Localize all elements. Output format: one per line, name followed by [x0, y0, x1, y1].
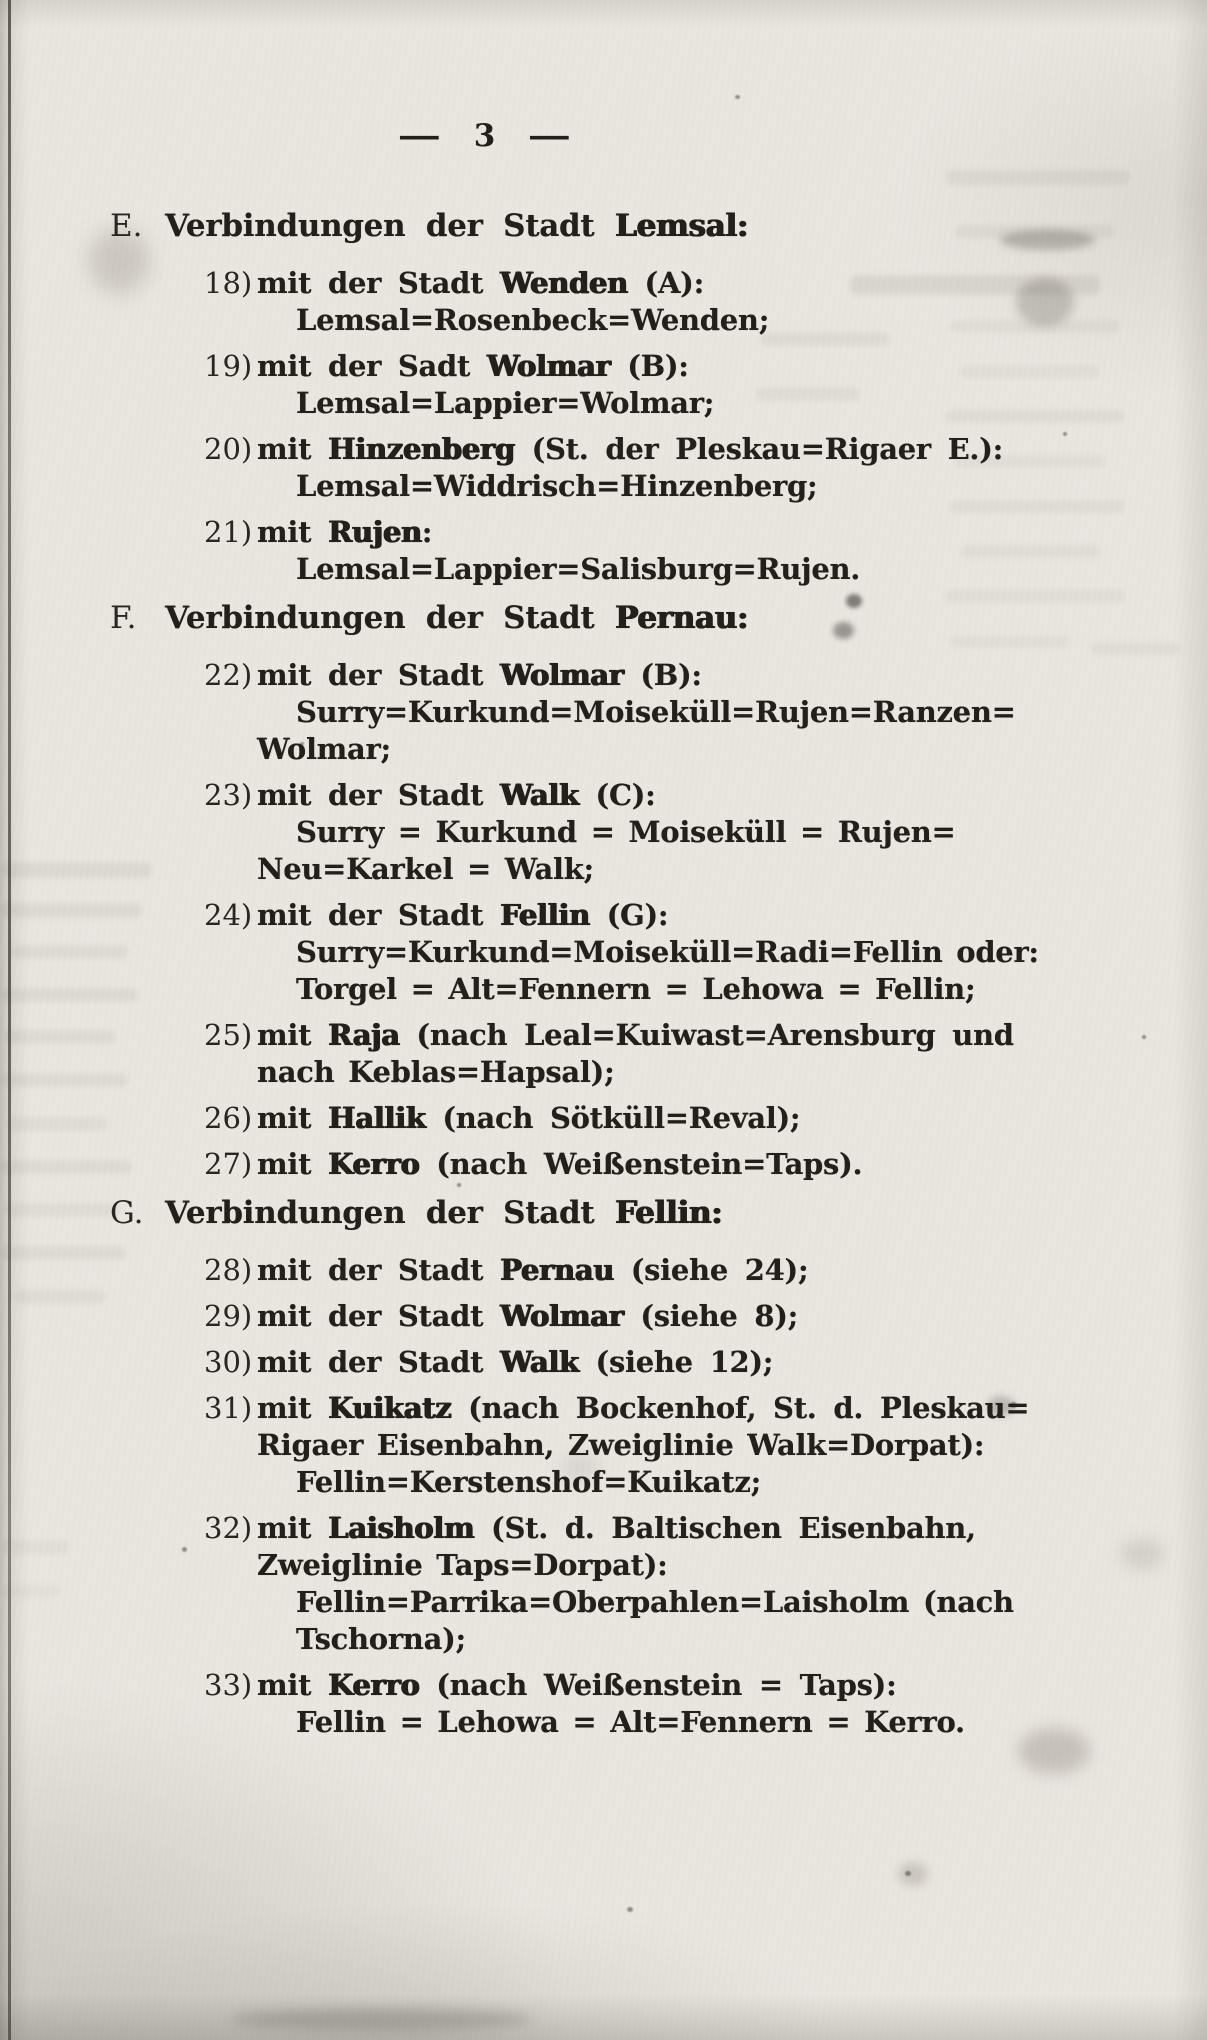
- text-segment: (C):: [578, 778, 656, 812]
- text-segment: mit: [257, 1018, 328, 1052]
- item-number: 25): [204, 1018, 253, 1052]
- section-heading: [0, 208, 1207, 245]
- route-line: [0, 1584, 1207, 1621]
- line-text: [257, 1298, 1207, 1335]
- bleed-through-ghost: [945, 170, 1130, 185]
- text-segment: Lemsal=Widdrisch=Hinzenberg;: [296, 469, 818, 503]
- continuation-line: [0, 1427, 1207, 1464]
- place-name: Wenden: [500, 266, 628, 300]
- line-text: [165, 1195, 1207, 1232]
- route-line: [0, 385, 1207, 422]
- text-segment: Verbindungen der Stadt: [165, 600, 615, 636]
- text-segment: (G):: [589, 898, 669, 932]
- line-text: [257, 1054, 1207, 1091]
- list-item: [0, 657, 1207, 694]
- line-text: [257, 1427, 1207, 1464]
- text-segment: (nach Weißenstein=Taps).: [419, 1147, 863, 1181]
- line-text: [296, 551, 1207, 588]
- line-text: [296, 385, 1207, 422]
- route-line: [0, 1464, 1207, 1501]
- place-name: Rujen: [328, 515, 422, 549]
- place-name: Wolmar: [500, 1299, 624, 1333]
- section-heading: [0, 1195, 1207, 1232]
- line-text: [257, 265, 1207, 302]
- place-name: Pernau:: [614, 600, 748, 636]
- text-segment: Torgel = Alt=Fennern = Lehowa = Fellin;: [296, 972, 976, 1006]
- line-text: [296, 1621, 1207, 1658]
- ink-speck: [905, 1871, 911, 1876]
- text-segment: mit der Sadt: [257, 349, 487, 383]
- page-number: [345, 118, 625, 154]
- item-number: 21): [204, 515, 253, 549]
- line-text: [165, 208, 1207, 245]
- line-text: [296, 971, 1207, 1008]
- route-line: [0, 814, 1207, 851]
- text-segment: mit: [257, 432, 328, 466]
- line-text: [257, 348, 1207, 385]
- stain-smudge: [898, 1862, 928, 1886]
- place-name: Wolmar: [500, 658, 624, 692]
- text-segment: mit der Stadt: [257, 658, 500, 692]
- list-item: [0, 1667, 1207, 1704]
- text-segment: mit der Stadt: [257, 778, 500, 812]
- line-text: [257, 431, 1207, 468]
- item-number: 28): [204, 1253, 253, 1287]
- place-name: Hinzenberg: [328, 432, 515, 466]
- list-item: [0, 1017, 1207, 1054]
- ink-speck: [627, 1907, 633, 1912]
- line-text: [296, 1464, 1207, 1501]
- item-number: 19): [204, 349, 253, 383]
- text-segment: mit der Stadt: [257, 898, 500, 932]
- line-text: [257, 731, 1207, 768]
- text-segment: mit der Stadt: [257, 1345, 500, 1379]
- place-name: Lemsal:: [614, 208, 748, 244]
- place-name: Kuikatz: [328, 1391, 452, 1425]
- line-text: [257, 851, 1207, 888]
- text-segment: Verbindungen der Stadt: [165, 1195, 615, 1231]
- section-heading: [0, 600, 1207, 637]
- text-segment: (nach Sötküll=Reval);: [425, 1101, 801, 1135]
- text-segment: (siehe 8);: [623, 1299, 799, 1333]
- text-segment: Fellin=Parrika=Oberpahlen=Laisholm (nach: [296, 1585, 1014, 1619]
- document-body: [0, 196, 1207, 1741]
- line-text: [296, 694, 1207, 731]
- text-segment: Surry=Kurkund=Moiseküll=Rujen=Ranzen=: [296, 695, 1016, 729]
- text-segment: (St. der Pleskau=Rigaer E.):: [514, 432, 1004, 466]
- list-item: [0, 897, 1207, 934]
- text-segment: mit der Stadt: [257, 1299, 500, 1333]
- line-text: [257, 1252, 1207, 1289]
- place-name: Laisholm: [328, 1511, 475, 1545]
- text-segment: Surry = Kurkund = Moiseküll = Rujen=: [296, 815, 956, 849]
- line-text: [296, 1584, 1207, 1621]
- list-item: [0, 1252, 1207, 1289]
- list-item: [0, 1344, 1207, 1381]
- text-segment: Surry=Kurkund=Moiseküll=Radi=Fellin oder:: [296, 935, 1039, 969]
- route-line: [0, 551, 1207, 588]
- line-text: [165, 600, 1207, 637]
- place-name: Fellin: [500, 898, 590, 932]
- place-name: Pernau: [500, 1253, 614, 1287]
- continuation-line: [0, 1547, 1207, 1584]
- text-segment: Wolmar;: [257, 732, 391, 766]
- item-number: 20): [204, 432, 253, 466]
- route-line: [0, 694, 1207, 731]
- line-text: [257, 1017, 1207, 1054]
- item-number: 22): [204, 658, 253, 692]
- text-segment: (B):: [610, 349, 689, 383]
- list-item: [0, 1298, 1207, 1335]
- list-item: [0, 1510, 1207, 1547]
- route-line: [0, 302, 1207, 339]
- place-name: Hallik: [328, 1101, 426, 1135]
- list-item: [0, 514, 1207, 551]
- line-text: [257, 1547, 1207, 1584]
- item-number: 27): [204, 1147, 253, 1181]
- list-item: [0, 1100, 1207, 1137]
- route-line: [0, 934, 1207, 971]
- text-segment: mit: [257, 1391, 328, 1425]
- place-name: Wolmar: [486, 349, 611, 383]
- section-label: F.: [110, 600, 137, 636]
- item-number: 33): [204, 1668, 253, 1702]
- line-text: [296, 814, 1207, 851]
- text-segment: (siehe 24);: [613, 1253, 809, 1287]
- continuation-line: [0, 731, 1207, 768]
- list-item: [0, 777, 1207, 814]
- item-number: 18): [204, 266, 253, 300]
- line-text: [296, 1704, 1207, 1741]
- list-item: [0, 348, 1207, 385]
- line-text: [257, 1344, 1207, 1381]
- text-segment: mit: [257, 515, 328, 549]
- line-text: [257, 1510, 1207, 1547]
- page-number-dash-right: —: [527, 118, 573, 154]
- place-name: Kerro: [328, 1668, 420, 1702]
- place-name: Kerro: [328, 1147, 420, 1181]
- text-segment: (nach Bockenhof, St. d. Pleskau=: [451, 1391, 1030, 1425]
- line-text: [257, 1146, 1207, 1183]
- text-segment: (nach Weißenstein = Taps):: [419, 1668, 897, 1702]
- text-segment: Rigaer Eisenbahn, Zweiglinie Walk=Dorpat):: [257, 1428, 985, 1462]
- text-segment: Verbindungen der Stadt: [165, 208, 615, 244]
- text-segment: (B):: [623, 658, 702, 692]
- place-name: Walk: [500, 1345, 579, 1379]
- item-number: 29): [204, 1299, 253, 1333]
- text-segment: mit: [257, 1147, 328, 1181]
- line-text: [257, 1390, 1207, 1427]
- ink-speck: [735, 95, 740, 99]
- page-number-dash-left: —: [397, 118, 443, 154]
- text-segment: Lemsal=Lappier=Salisburg=Rujen.: [296, 552, 861, 586]
- item-number: 30): [204, 1345, 253, 1379]
- text-segment: Lemsal=Lappier=Wolmar;: [296, 386, 715, 420]
- text-segment: mit: [257, 1511, 328, 1545]
- item-number: 31): [204, 1391, 253, 1425]
- text-segment: Neu=Karkel = Walk;: [257, 852, 594, 886]
- text-segment: (siehe 12);: [578, 1345, 774, 1379]
- line-text: [296, 934, 1207, 971]
- line-text: [257, 1100, 1207, 1137]
- line-text: [296, 468, 1207, 505]
- text-segment: mit der Stadt: [257, 266, 500, 300]
- route-line: [0, 1621, 1207, 1658]
- section-label: G.: [110, 1195, 144, 1231]
- line-text: [257, 897, 1207, 934]
- text-segment: mit: [257, 1668, 328, 1702]
- place-name: Raja: [328, 1018, 400, 1052]
- route-line: [0, 1704, 1207, 1741]
- text-segment: mit: [257, 1101, 328, 1135]
- text-segment: Fellin=Kerstenshof=Kuikatz;: [296, 1465, 761, 1499]
- text-segment: (A):: [627, 266, 705, 300]
- line-text: [257, 1667, 1207, 1704]
- route-line: [0, 468, 1207, 505]
- text-segment: Fellin = Lehowa = Alt=Fennern = Kerro.: [296, 1705, 965, 1739]
- section-label: E.: [110, 208, 143, 244]
- list-item: [0, 1146, 1207, 1183]
- item-number: 32): [204, 1511, 253, 1545]
- text-segment: :: [421, 515, 433, 549]
- text-segment: Zweiglinie Taps=Dorpat):: [257, 1548, 668, 1582]
- place-name: Walk: [500, 778, 579, 812]
- continuation-line: [0, 1054, 1207, 1091]
- text-segment: (St. d. Baltischen Eisenbahn,: [474, 1511, 976, 1545]
- list-item: [0, 1390, 1207, 1427]
- text-segment: (nach Leal=Kuiwast=Arensburg und: [399, 1018, 1014, 1052]
- line-text: [257, 777, 1207, 814]
- place-name: Fellin:: [614, 1195, 723, 1231]
- line-text: [257, 514, 1207, 551]
- line-text: [257, 657, 1207, 694]
- text-segment: Lemsal=Rosenbeck=Wenden;: [296, 303, 770, 337]
- list-item: [0, 265, 1207, 302]
- list-item: [0, 431, 1207, 468]
- item-number: 26): [204, 1101, 253, 1135]
- continuation-line: [0, 851, 1207, 888]
- item-number: 24): [204, 898, 253, 932]
- item-number: 23): [204, 778, 253, 812]
- text-segment: nach Keblas=Hapsal);: [257, 1055, 615, 1089]
- stain-smudge: [232, 2008, 532, 2030]
- route-line: [0, 971, 1207, 1008]
- text-segment: mit der Stadt: [257, 1253, 500, 1287]
- text-segment: Tschorna);: [296, 1622, 466, 1656]
- line-text: [296, 302, 1207, 339]
- page-number-value: 3: [473, 118, 497, 154]
